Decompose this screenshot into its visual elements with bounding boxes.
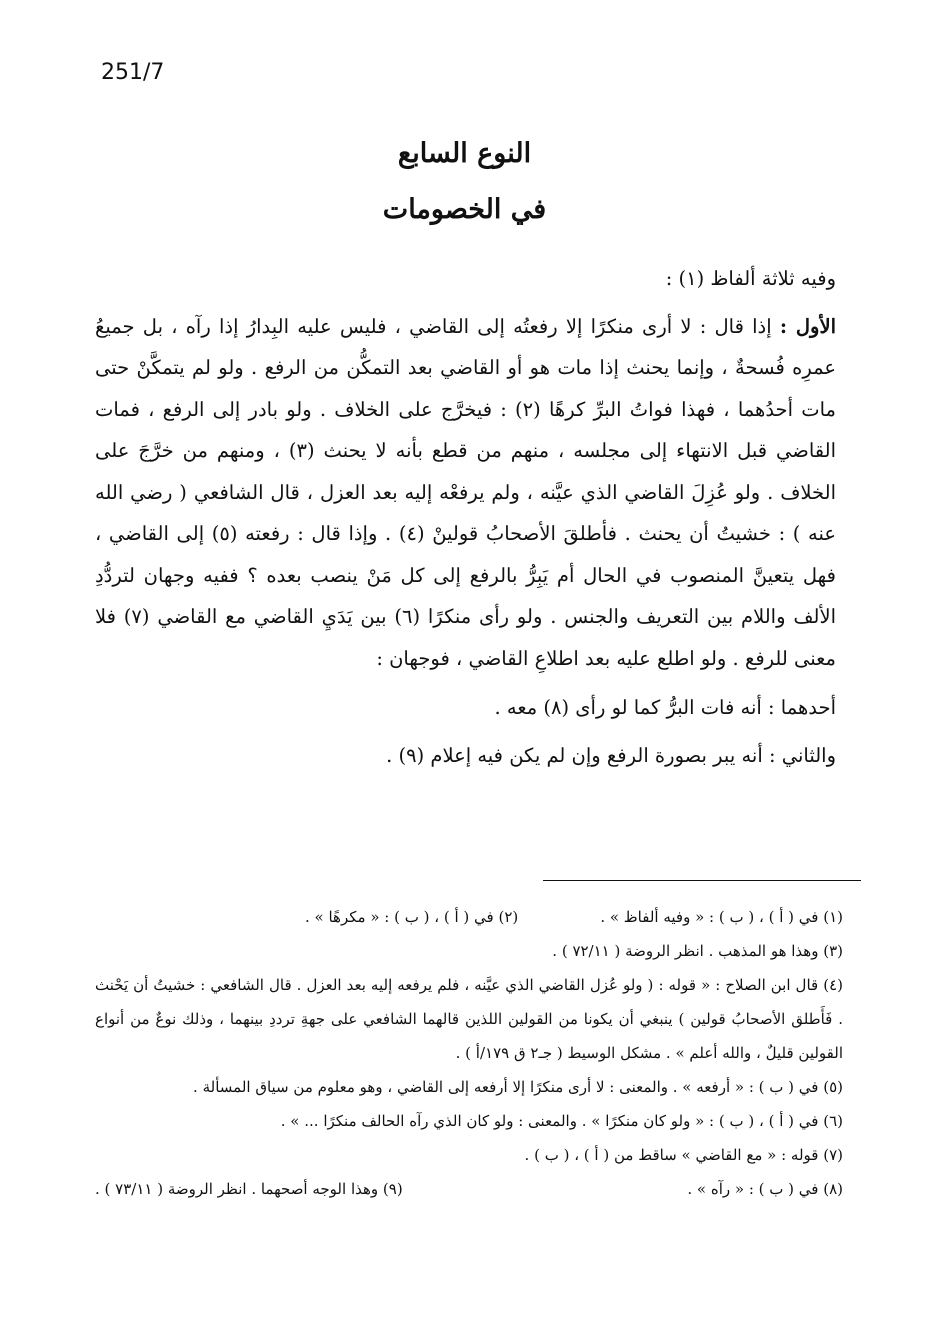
first-lead: الأول :: [779, 314, 836, 338]
footnote-9: (٩) وهذا الوجه أصحهما . انظر الروضة ( ٧٣/١١ ) .: [95, 1180, 403, 1198]
page-number: 251/7: [101, 60, 165, 85]
first-paragraph-text: إذا قال : لا أرى منكرًا إلا رفعتُه إلى القاضي ، فليس عليه البِدارُ إذا رآه ، بل جميعُ عمرِه فُسحةٌ ، وإنما يحنث إذا مات هو أو القاضي بعد التمكُّن من الرفع . ولو لم يتمكَّنْ حتى مات أحدُهما ، فهذا فواتُ البرِّ كرهًا (٢) : فيخرَّج على الخلاف . ولو بادر إلى الرفع ، فمات القاضي قبل الانتهاء إلى مجلسه ، منهم من قطع بأنه لا يحنث (٣) ، ومنهم من خرَّجَ على الخلاف . ولو عُزِلَ القاضي الذي عيَّنه ، ولم يرفعْه إليه بعد العزل ، قال الشافعي ( رضي الله عنه ) : خشيتُ أن يحنث . فأطلقَ الأصحابُ قولينْ (٤) . وإذا قال : رفعته (٥) إلى القاضي ، فهل يتعينَّ المنصوب في الحال أم يَبِرُّ بالرفع إلى كل مَنْ ينصب بعده ؟ ففيه وجهان لتردُّدِ الألف واللام بين التعريف والجنس . ولو رأى منكرًا (٦) بين يَدَيِ القاضي مع القاضي (٧) فلا معنى للرفع . ولو اطلع عليه بعد اطلاعِ القاضي ، فوجهان :: [95, 314, 836, 670]
footnote-2: (٢) في ( أ ) ، ( ب ) : « مكرهًا » .: [305, 908, 519, 926]
chapter-title: النوع السابع: [397, 138, 532, 169]
footnote-1: (١) في ( أ ) ، ( ب ) : « وفيه ألفاظ » .: [600, 908, 843, 926]
first-paragraph: [95, 306, 836, 680]
option-two: والثاني : أنه يبر بصورة الرفع وإن لم يكن فيه إعلام (٩) .: [386, 744, 836, 767]
footnote-6: (٦) في ( أ ) ، ( ب ) : « ولو كان منكرًا » . والمعنى : ولو كان الذي رآه الحالف منكرًا ... » .: [280, 1112, 843, 1130]
footnote-4: (٤) قال ابن الصلاح : « قوله : ( ولو عُزل القاضي الذي عيَّنه ، فلم يرفعه إليه بعد العزل . قال الشافعي : خشيتُ أن يَحْنث . فَأَطلق الأصحابُ قولين ) ينبغي أن يكونا من القولين اللذين قالهما الشافعي على جهةِ ترددِ بينهما ، وذلك نوعٌ من أنواع القولين قليلٌ ، والله أعلم » . مشكل الوسيط ( جـ٢ ق ١٧٩/أ ) .: [95, 976, 843, 1062]
intro-line: وفيه ثلاثة ألفاظ (١) :: [665, 267, 836, 290]
footnote-7: (٧) قوله : « مع القاضي » ساقط من ( أ ) ، ( ب ) .: [524, 1146, 843, 1164]
chapter-subtitle: في الخصومات: [382, 194, 547, 225]
main-text: [95, 258, 836, 775]
footnote-row-1-2: [95, 900, 843, 934]
footnote-8: (٨) في ( ب ) : « رآه » .: [687, 1180, 843, 1198]
option-one: أحدهما : أنه فات البرُّ كما لو رأى (٨) معه .: [494, 696, 836, 719]
footnote-divider: [543, 880, 861, 881]
footnote-row-8-9: [95, 1172, 843, 1206]
footnote-3: (٣) وهذا هو المذهب . انظر الروضة ( ٧٢/١١ ) .: [552, 942, 843, 960]
footnotes: [95, 900, 843, 1206]
footnote-5: (٥) في ( ب ) : « أرفعه » . والمعنى : لا أرى منكرًا إلا أرفعه إلى القاضي ، وهو معلوم من سياق المسألة .: [193, 1078, 843, 1096]
